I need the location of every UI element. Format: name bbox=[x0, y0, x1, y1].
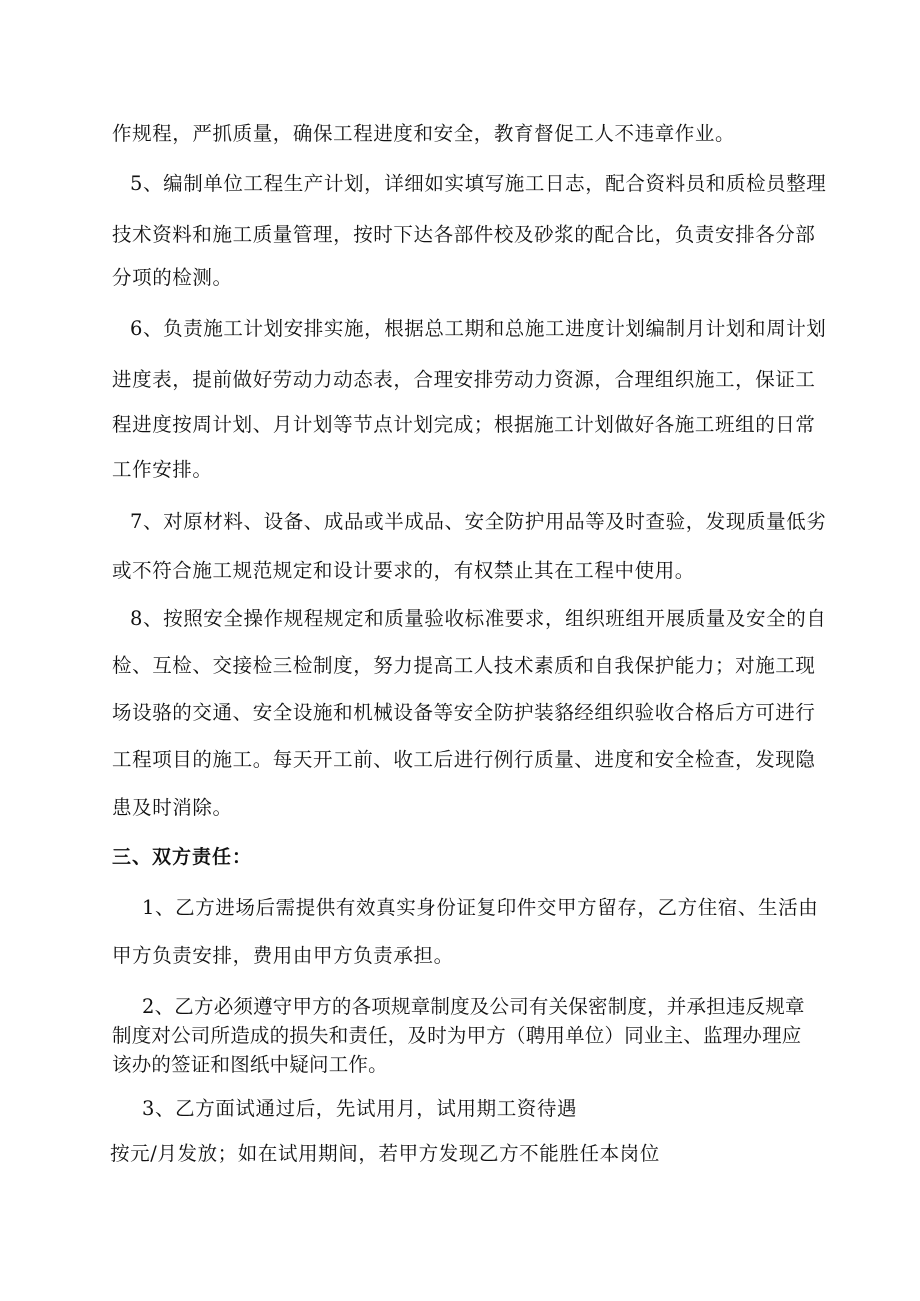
item-8-line: 场设骆的交通、安全设施和机械设备等安全防护装貉经组织验收合格后方可进行 bbox=[112, 701, 816, 724]
item-5-line: 分项的检测。 bbox=[112, 266, 233, 289]
clause-3-line: 按元/月发放；如在试用期间，若甲方发现乙方不能胜任本岗位 bbox=[110, 1142, 660, 1165]
item-5-line: 技术资料和施工质量管理，按时下达各部件校及砂浆的配合比，负责安排各分部 bbox=[112, 223, 816, 246]
item-6-line: 进度表，提前做好劳动力动态表，合理安排劳动力资源，合理组织施工，保证工 bbox=[112, 368, 816, 391]
clause-2-line: 制度对公司所造成的损失和责任，及时为甲方（聘用单位）同业主、监理办理应 bbox=[112, 1024, 802, 1047]
paragraph-line: 作规程，严抓质量，确保工程进度和安全，教育督促工人不违章作业。 bbox=[112, 122, 736, 145]
section-heading: 三、双方责任： bbox=[112, 846, 253, 868]
item-6-line: 程进度按周计划、月计划等节点计划完成；根据施工计划做好各施工班组的日常 bbox=[112, 413, 816, 436]
item-5-line: 5、编制单位工程生产计划，详细如实填写施工日志，配合资料员和质检员整理 bbox=[130, 172, 827, 195]
item-7-line: 7、对原材料、设备、成品或半成品、安全防护用品等及时查验，发现质量低劣 bbox=[130, 510, 827, 533]
item-8-line: 8、按照安全操作规程规定和质量验收标准要求，组织班组开展质量及安全的自 bbox=[130, 607, 827, 630]
item-6-line: 6、负责施工计划安排实施，根据总工期和总施工进度计划编制月计划和周计划 bbox=[130, 317, 827, 340]
clause-3-line: 3、乙方面试通过后，先试用月，试用期工资待遇 bbox=[142, 1097, 578, 1120]
item-8-line: 患及时消除。 bbox=[112, 796, 233, 819]
clause-2-line: 2、乙方必须遵守甲方的各项规章制度及公司有关保密制度，并承担违反规章 bbox=[142, 995, 805, 1018]
item-6-line: 工作安排。 bbox=[112, 458, 213, 481]
clause-1-line: 甲方负责安排，费用由甲方负责承担。 bbox=[112, 944, 454, 967]
item-7-line: 或不符合施工规范规定和设计要求的，有权禁止其在工程中使用。 bbox=[112, 559, 695, 582]
item-8-line: 工程项目的施工。每天开工前、收工后进行例行质量、进度和安全检查，发现隐 bbox=[112, 748, 816, 771]
clause-2-line: 该办的签证和图纸中疑问工作。 bbox=[112, 1053, 388, 1076]
clause-1-line: 1、乙方进场后需提供有效真实身份证复印件交甲方留存，乙方住宿、生活由 bbox=[142, 896, 819, 919]
item-8-line: 检、互检、交接检三检制度，努力提高工人技术素质和自我保护能力；对施工现 bbox=[112, 654, 816, 677]
